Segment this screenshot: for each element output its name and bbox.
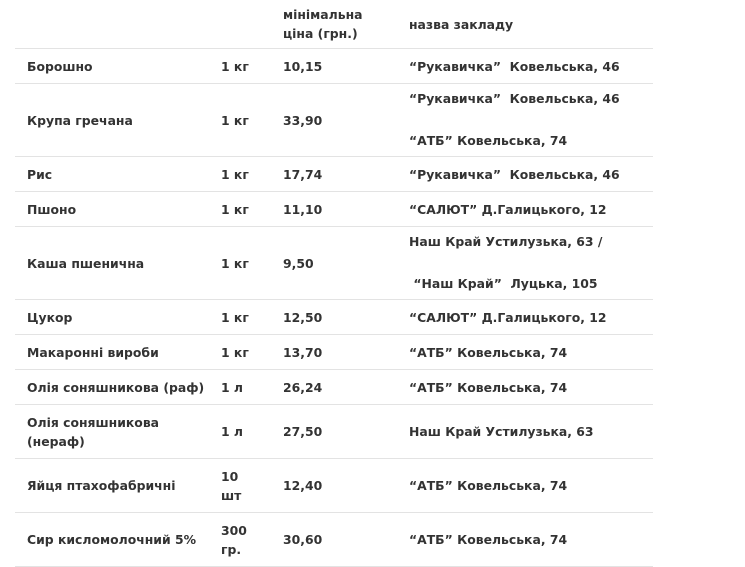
store-name: “АТБ” Ковельська, 74 [409, 379, 568, 395]
store-name: “АТБ” Ковельська, 74 [409, 478, 568, 493]
table-row [15, 192, 653, 227]
min-price: 11,10 [283, 201, 323, 217]
store-name: “АТБ” Ковельська, 74 [409, 133, 568, 148]
store-name: Наш Край Устилузька, 63 [409, 424, 594, 439]
table-row [15, 49, 653, 84]
product-quantity: 1 кг [221, 309, 249, 325]
product-quantity: 1 кг [221, 255, 249, 271]
product-name: Рис [27, 166, 53, 182]
product-name: Каша пшенична [27, 255, 145, 271]
store-cell [409, 227, 649, 299]
table-row [15, 300, 653, 335]
min-price: 10,15 [283, 58, 323, 74]
store-cell [409, 335, 649, 369]
table-body [15, 49, 653, 567]
store-name: “Рукавичка” Ковельська, 46 [409, 91, 620, 106]
price-table [15, 0, 653, 567]
min-price: 9,50 [283, 255, 314, 271]
store-cell [409, 300, 649, 334]
store-name: “Рукавичка” Ковельська, 46 [409, 166, 620, 182]
table-row [15, 227, 653, 300]
product-quantity: 1 кг [221, 166, 249, 182]
min-price: 27,50 [283, 424, 323, 439]
header-store-name: назва закладу [409, 16, 514, 32]
min-price: 26,24 [283, 379, 323, 395]
product-name: Сир кисломолочний 5% [27, 532, 196, 547]
table-row [15, 513, 653, 567]
store-cell [409, 84, 649, 156]
min-price: 13,70 [283, 344, 323, 360]
store-name: “АТБ” Ковельська, 74 [409, 532, 568, 547]
product-quantity: 10 шт [221, 468, 242, 503]
store-name: Наш Край Устилузька, 63 / [409, 234, 603, 249]
store-cell [409, 370, 649, 404]
store-cell [409, 192, 649, 226]
store-cell [409, 405, 649, 458]
product-quantity: 1 л [221, 379, 244, 395]
store-name: “САЛЮТ” Д.Галицького, 12 [409, 201, 607, 217]
product-quantity: 1 кг [221, 58, 249, 74]
product-quantity: 1 кг [221, 112, 249, 128]
header-min-price: мінімальна ціна (грн.) [283, 7, 363, 41]
min-price: 12,40 [283, 478, 323, 493]
table-row [15, 335, 653, 370]
product-name: Олія соняшникова (раф) [27, 379, 205, 395]
table-row [15, 370, 653, 405]
store-name: “САЛЮТ” Д.Галицького, 12 [409, 309, 607, 325]
product-name: Борошно [27, 58, 93, 74]
product-quantity: 1 кг [221, 201, 249, 217]
product-name: Пшоно [27, 201, 77, 217]
store-name: “Рукавичка” Ковельська, 46 [409, 58, 620, 74]
store-name: “АТБ” Ковельська, 74 [409, 344, 568, 360]
store-cell [409, 513, 649, 566]
min-price: 33,90 [283, 112, 323, 128]
store-cell [409, 459, 649, 512]
product-quantity: 300 гр. [221, 522, 247, 557]
product-name: Олія соняшникова (нераф) [27, 414, 160, 449]
table-header-row [15, 0, 653, 49]
header-quantity [221, 0, 277, 48]
store-cell [409, 157, 649, 191]
product-name: Макаронні вироби [27, 344, 159, 360]
table-row [15, 459, 653, 513]
table-row [15, 405, 653, 459]
product-quantity: 1 кг [221, 344, 249, 360]
header-product [27, 0, 217, 48]
store-name: “Наш Край” Луцька, 105 [409, 276, 598, 291]
table-row [15, 157, 653, 192]
store-cell [409, 49, 649, 83]
min-price: 30,60 [283, 532, 323, 547]
product-name: Цукор [27, 309, 73, 325]
table-row [15, 84, 653, 157]
min-price: 12,50 [283, 309, 323, 325]
product-name: Яйця птахофабричні [27, 478, 176, 493]
min-price: 17,74 [283, 166, 323, 182]
product-name: Крупа гречана [27, 112, 133, 128]
product-quantity: 1 л [221, 424, 244, 439]
